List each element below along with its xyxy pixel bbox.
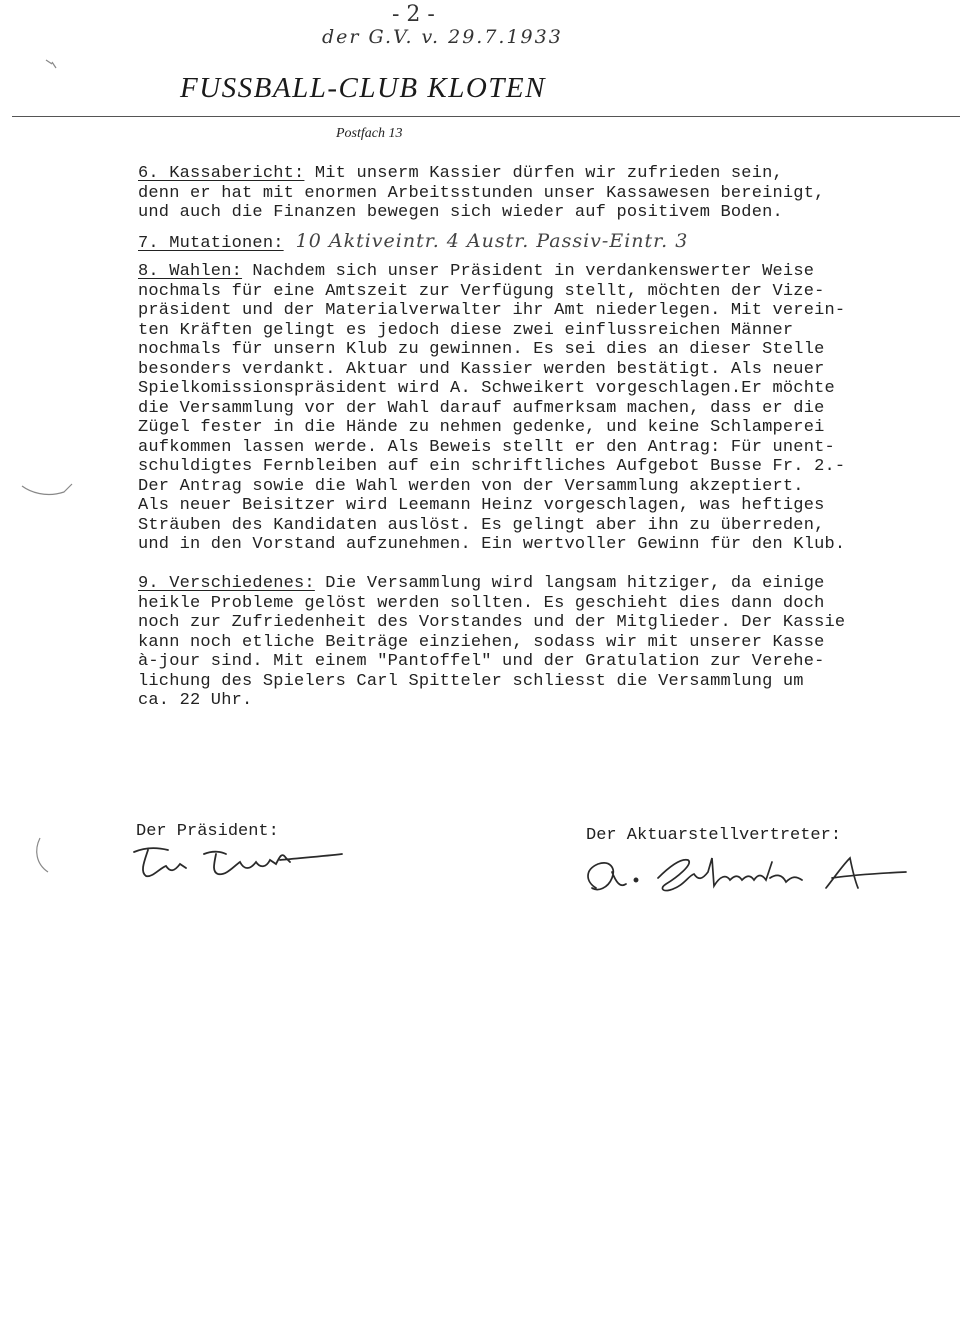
section-verschiedenes bbox=[138, 574, 938, 711]
body-line: lichung des Spielers Carl Spitteler schliesst die Versammlung um bbox=[138, 671, 804, 691]
deputy-secretary-signature bbox=[576, 848, 916, 908]
wahlen-line-1 bbox=[138, 262, 938, 282]
letterhead-rule bbox=[12, 116, 960, 117]
body-line: Als neuer Beisitzer wird Leemann Heinz vorgeschlagen, was heftiges bbox=[138, 496, 825, 515]
postfach-line: Postfach 13 bbox=[336, 126, 403, 141]
corner-speck bbox=[46, 60, 56, 68]
page-number: - 2 - bbox=[392, 2, 435, 27]
body-text: Nachdem sich unser Präsident in verdankenswerter Weise bbox=[242, 262, 815, 281]
body-line: noch zur Zufriedenheit des Vorstandes und der Mitglieder. Der Kassie bbox=[138, 613, 846, 632]
body-line: à-jour sind. Mit einem "Pantoffel" und der Gratulation zur Verehe- bbox=[138, 652, 825, 671]
body-line: nochmals für unsern Klub zu gewinnen. Es sei dies an dieser Stelle bbox=[138, 340, 825, 359]
verschiedenes-line-1 bbox=[138, 574, 938, 594]
club-letterhead: FUSSBALL-CLUB KLOTEN bbox=[180, 72, 546, 104]
body-line: Spielkomissionspräsident wird A. Schweikert vorgeschlagen.Er möchte bbox=[138, 379, 835, 398]
body-line: präsident und der Materialverwalter ihr Amt niederlegen. Mit verein- bbox=[138, 301, 846, 320]
body-line: kann noch etliche Beiträge einziehen, sodass wir mit unserer Kasse bbox=[138, 632, 825, 652]
kassabericht-line-1 bbox=[138, 164, 938, 184]
body-line: Der Antrag sowie die Wahl werden von der Versammlung akzeptiert. bbox=[138, 476, 804, 496]
body-line: die Versammlung vor der Wahl darauf aufmerksam machen, dass er die bbox=[138, 398, 825, 418]
body-text: Mit unserm Kassier dürfen wir zufrieden sein, bbox=[304, 164, 783, 183]
body-line: und in den Vorstand aufzunehmen. Ein wertvoller Gewinn für den Klub. bbox=[138, 535, 846, 554]
body-line: denn er hat mit enormen Arbeitsstunden unser Kassawesen bereinigt, bbox=[138, 183, 825, 203]
body-line: und auch die Finanzen bewegen sich wieder auf positivem Boden. bbox=[138, 203, 783, 222]
body-line: aufkommen lassen werde. Als Beweis stellt er den Antrag: Für unent- bbox=[138, 437, 835, 457]
body-line: heikle Probleme gelöst werden sollten. Es geschieht dies dann doch bbox=[138, 593, 825, 613]
section-heading: 8. Wahlen: bbox=[138, 262, 243, 281]
punch-hole-mark-lower bbox=[37, 838, 48, 872]
body-line: nochmals für eine Amtszeit zur Verfügung stellt, möchten der Vize- bbox=[138, 281, 825, 301]
punch-hole-mark-upper bbox=[22, 484, 72, 494]
mutationen-line bbox=[138, 232, 938, 254]
body-line: ca. 22 Uhr. bbox=[138, 691, 253, 710]
body-line: Zügel fester in die Hände zu nehmen gedenke, und keine Schlamperei bbox=[138, 418, 825, 437]
section-wahlen bbox=[138, 262, 938, 555]
section-heading: 6. Kassabericht: bbox=[138, 164, 305, 183]
president-label: Der Präsident: bbox=[136, 822, 279, 841]
body-text: Die Versammlung wird langsam hitziger, da einige bbox=[314, 574, 825, 593]
section-heading: 9. Verschiedenes: bbox=[138, 574, 315, 593]
president-signature bbox=[130, 838, 350, 888]
handwritten-mutationen-note: 10 Aktiveintr. 4 Austr. Passiv-Eintr. 3 bbox=[295, 230, 689, 252]
body-line: besonders verdankt. Aktuar und Kassier werden bestätigt. Als neuer bbox=[138, 359, 825, 379]
section-mutationen bbox=[138, 232, 938, 254]
handwritten-header-note: der G.V. v. 29.7.1933 bbox=[322, 26, 563, 48]
body-line: schuldigtes Fernbleiben auf ein schriftliches Aufgebot Busse Fr. 2.- bbox=[138, 457, 846, 476]
section-kassabericht bbox=[138, 164, 938, 223]
body-line: Sträuben des Kandidaten auslöst. Es gelingt aber ihn zu überreden, bbox=[138, 515, 825, 535]
deputy-secretary-label: Der Aktuarstellvertreter: bbox=[586, 826, 842, 845]
section-heading: 7. Mutationen: bbox=[138, 234, 284, 253]
body-line: ten Kräften gelingt es jedoch diese zwei einflussreichen Männer bbox=[138, 320, 794, 340]
